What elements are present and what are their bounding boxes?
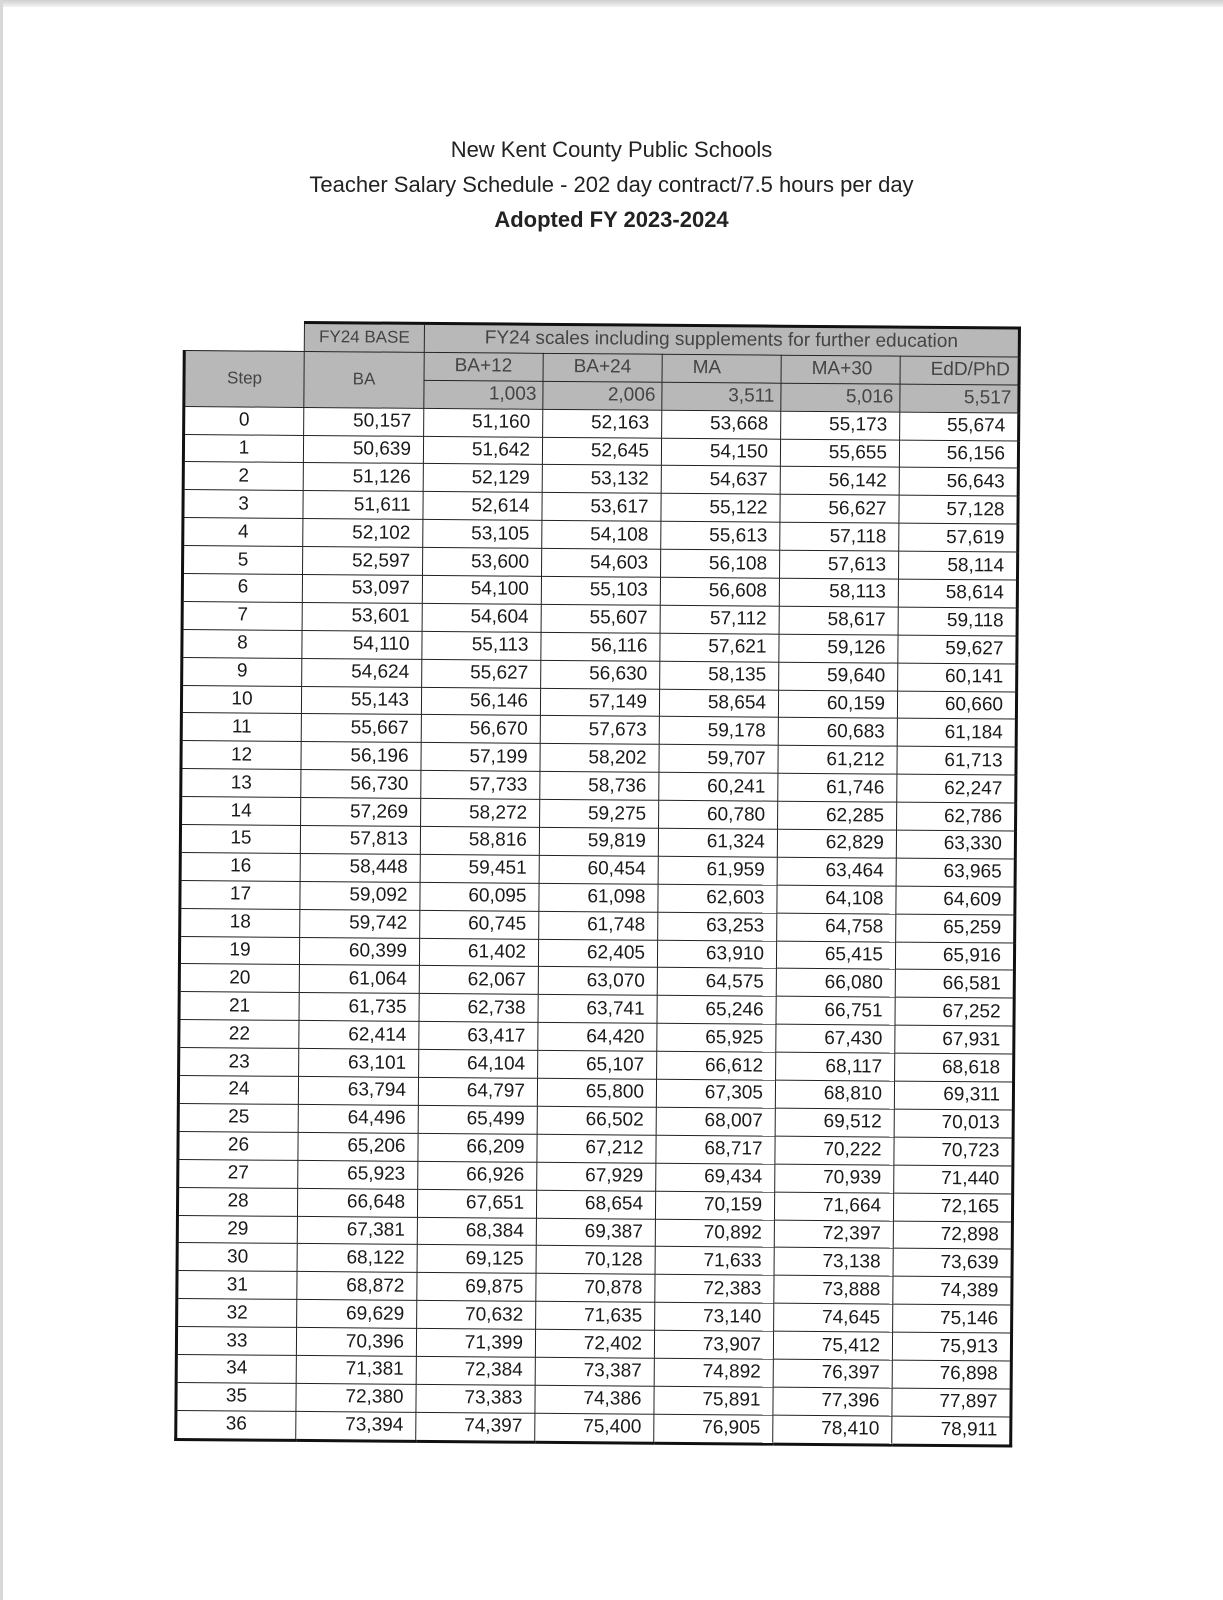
salary-cell: 72,384 — [416, 1356, 535, 1385]
step-cell: 3 — [183, 490, 303, 519]
step-cell: 6 — [182, 574, 302, 603]
salary-cell: 57,673 — [540, 716, 659, 745]
salary-cell: 61,064 — [299, 965, 419, 994]
salary-cell: 60,399 — [299, 937, 419, 966]
salary-cell: 72,383 — [655, 1275, 774, 1304]
salary-cell: 50,157 — [304, 407, 424, 436]
step-cell: 18 — [180, 908, 300, 937]
salary-cell: 53,601 — [302, 602, 422, 631]
salary-cell: 51,160 — [424, 408, 543, 437]
salary-cell: 65,107 — [538, 1050, 657, 1079]
salary-cell: 69,629 — [297, 1300, 417, 1329]
salary-cell: 57,199 — [421, 743, 540, 772]
salary-cell: 56,108 — [660, 549, 779, 578]
salary-cell: 54,624 — [302, 658, 422, 687]
salary-cell: 60,159 — [778, 690, 897, 719]
salary-cell: 57,128 — [899, 495, 1018, 524]
salary-cell: 62,067 — [419, 966, 538, 995]
salary-cell: 73,888 — [774, 1275, 893, 1304]
salary-cell: 67,212 — [537, 1134, 656, 1163]
salary-cell: 56,627 — [780, 495, 899, 524]
salary-cell: 73,138 — [774, 1248, 893, 1277]
salary-cell: 73,639 — [893, 1248, 1012, 1277]
salary-cell: 55,607 — [541, 604, 660, 633]
salary-cell: 59,707 — [659, 745, 778, 774]
step-cell: 25 — [178, 1103, 298, 1132]
salary-cell: 64,758 — [777, 913, 896, 942]
salary-cell: 61,402 — [419, 938, 538, 967]
salary-cell: 57,619 — [899, 523, 1018, 552]
header-blank-cell — [184, 322, 304, 352]
salary-cell: 74,645 — [774, 1303, 893, 1332]
step-cell: 34 — [176, 1354, 296, 1383]
salary-cell: 61,746 — [778, 773, 897, 802]
step-cell: 12 — [181, 741, 301, 770]
salary-cell: 71,635 — [536, 1301, 655, 1330]
salary-cell: 62,414 — [299, 1021, 419, 1050]
salary-cell: 72,397 — [774, 1220, 893, 1249]
salary-cell: 61,212 — [778, 746, 897, 775]
salary-cell: 72,380 — [296, 1383, 416, 1412]
salary-cell: 55,655 — [780, 439, 899, 468]
salary-cell: 58,448 — [300, 853, 420, 882]
salary-cell: 54,108 — [542, 521, 661, 550]
salary-cell: 57,813 — [300, 825, 420, 854]
table-header — [184, 322, 1020, 413]
step-cell: 9 — [182, 657, 302, 686]
step-cell: 15 — [180, 825, 300, 854]
salary-cell: 60,660 — [897, 691, 1016, 720]
salary-cell: 69,311 — [894, 1081, 1013, 1110]
scales-label: FY24 scales including supplements for further education — [424, 323, 1019, 357]
salary-cell: 59,118 — [898, 607, 1017, 636]
base-label: FY24 BASE — [304, 322, 424, 352]
salary-cell: 62,603 — [658, 884, 777, 913]
salary-cell: 55,173 — [781, 411, 900, 440]
table-row — [176, 1410, 1011, 1445]
salary-cell: 68,117 — [776, 1052, 895, 1081]
salary-cell: 59,451 — [420, 854, 539, 883]
column-header-ma30: MA+30 — [781, 355, 900, 384]
salary-cell: 58,614 — [898, 579, 1017, 608]
salary-cell: 70,159 — [655, 1191, 774, 1220]
salary-cell: 60,241 — [659, 773, 778, 802]
salary-cell: 61,098 — [539, 883, 658, 912]
salary-cell: 60,780 — [659, 800, 778, 829]
column-header-ba24: BA+24 — [543, 353, 662, 382]
salary-cell: 64,420 — [538, 1023, 657, 1052]
supplement-ma: 3,511 — [662, 382, 781, 411]
salary-cell: 62,829 — [777, 829, 896, 858]
step-cell: 1 — [183, 434, 303, 463]
salary-cell: 75,891 — [654, 1386, 773, 1415]
salary-cell: 70,878 — [536, 1274, 655, 1303]
salary-cell: 60,454 — [539, 855, 658, 884]
salary-cell: 58,202 — [540, 744, 659, 773]
salary-cell: 54,110 — [302, 630, 422, 659]
salary-cell: 72,898 — [893, 1221, 1012, 1250]
salary-cell: 57,118 — [780, 522, 899, 551]
step-cell: 27 — [178, 1159, 298, 1188]
salary-cell: 51,642 — [423, 436, 542, 465]
salary-cell: 57,269 — [301, 798, 421, 827]
salary-cell: 58,114 — [898, 551, 1017, 580]
step-cell: 13 — [181, 769, 301, 798]
salary-cell: 54,604 — [422, 603, 541, 632]
step-cell: 10 — [181, 685, 301, 714]
salary-cell: 63,464 — [777, 857, 896, 886]
salary-cell: 56,643 — [899, 468, 1018, 497]
salary-cell: 64,575 — [657, 968, 776, 997]
salary-cell: 64,108 — [777, 885, 896, 914]
salary-cell: 66,648 — [297, 1188, 417, 1217]
salary-cell: 66,502 — [537, 1106, 656, 1135]
salary-cell: 66,751 — [776, 997, 895, 1026]
salary-cell: 58,617 — [779, 606, 898, 635]
step-column-header: Step — [184, 350, 304, 407]
salary-cell: 61,959 — [658, 856, 777, 885]
salary-cell: 56,156 — [899, 440, 1018, 469]
salary-cell: 54,150 — [661, 438, 780, 467]
salary-cell: 71,399 — [416, 1328, 535, 1357]
salary-cell: 59,092 — [300, 881, 420, 910]
salary-cell: 65,916 — [895, 942, 1014, 971]
salary-cell: 53,105 — [423, 520, 542, 549]
salary-cell: 62,738 — [419, 994, 538, 1023]
salary-cell: 55,674 — [900, 412, 1019, 441]
salary-cell: 55,122 — [661, 494, 780, 523]
step-cell: 17 — [180, 880, 300, 909]
salary-cell: 66,209 — [418, 1133, 537, 1162]
step-cell: 5 — [183, 546, 303, 575]
salary-cell: 68,717 — [656, 1135, 775, 1164]
salary-cell: 63,741 — [538, 995, 657, 1024]
salary-cell: 64,496 — [298, 1104, 418, 1133]
salary-cell: 69,387 — [536, 1218, 655, 1247]
salary-cell: 65,800 — [537, 1078, 656, 1107]
salary-cell: 68,122 — [297, 1244, 417, 1273]
salary-cell: 63,417 — [419, 1022, 538, 1051]
salary-cell: 65,259 — [896, 914, 1015, 943]
salary-cell: 66,612 — [657, 1051, 776, 1080]
salary-cell: 50,639 — [303, 435, 423, 464]
column-header-edd-phd: EdD/PhD — [900, 356, 1019, 385]
organization-title: New Kent County Public Schools — [450, 137, 773, 162]
salary-cell: 67,929 — [537, 1162, 656, 1191]
salary-cell: 58,736 — [540, 772, 659, 801]
salary-cell: 58,113 — [779, 578, 898, 607]
salary-cell: 58,654 — [659, 689, 778, 718]
salary-cell: 62,285 — [778, 801, 897, 830]
step-cell: 29 — [177, 1215, 297, 1244]
salary-cell: 73,394 — [296, 1411, 416, 1441]
salary-cell: 52,645 — [542, 437, 661, 466]
step-cell: 30 — [177, 1243, 297, 1272]
supplement-ma30: 5,016 — [781, 383, 900, 412]
salary-cell: 57,149 — [540, 688, 659, 717]
salary-cell: 53,600 — [423, 548, 542, 577]
salary-cell: 60,683 — [778, 718, 897, 747]
salary-cell: 65,925 — [657, 1024, 776, 1053]
salary-cell: 70,222 — [775, 1136, 894, 1165]
salary-cell: 59,640 — [779, 662, 898, 691]
salary-cell: 57,621 — [660, 633, 779, 662]
step-cell: 22 — [179, 1020, 299, 1049]
salary-cell: 58,272 — [421, 799, 540, 828]
supplement-ba24: 2,006 — [543, 381, 662, 410]
salary-cell: 77,897 — [892, 1388, 1011, 1417]
salary-cell: 76,898 — [892, 1360, 1011, 1389]
salary-cell: 63,965 — [896, 858, 1015, 887]
salary-cell: 52,614 — [423, 492, 542, 521]
salary-cell: 63,910 — [657, 940, 776, 969]
step-cell: 33 — [176, 1327, 296, 1356]
salary-cell: 60,745 — [420, 910, 539, 939]
salary-cell: 56,196 — [301, 742, 421, 771]
step-cell: 7 — [182, 601, 302, 630]
salary-cell: 55,627 — [422, 659, 541, 688]
step-cell: 20 — [179, 964, 299, 993]
step-cell: 4 — [183, 518, 303, 547]
salary-cell: 67,430 — [776, 1024, 895, 1053]
column-header-ma: MA — [662, 354, 781, 383]
salary-cell: 71,633 — [655, 1247, 774, 1276]
salary-cell: 70,632 — [417, 1301, 536, 1330]
salary-cell: 54,603 — [541, 548, 660, 577]
salary-cell: 58,135 — [660, 661, 779, 690]
step-cell: 21 — [179, 992, 299, 1021]
salary-cell: 70,723 — [894, 1137, 1013, 1166]
adopted-year-title: Adopted FY 2023-2024 — [494, 207, 729, 232]
salary-cell: 71,664 — [774, 1192, 893, 1221]
salary-cell: 75,913 — [892, 1332, 1011, 1361]
step-cell: 36 — [176, 1410, 296, 1440]
salary-cell: 55,667 — [301, 714, 421, 743]
salary-cell: 53,617 — [542, 493, 661, 522]
salary-cell: 68,618 — [895, 1053, 1014, 1082]
salary-cell: 56,146 — [421, 687, 540, 716]
supplement-edd-phd: 5,517 — [900, 384, 1019, 413]
salary-cell: 61,735 — [299, 993, 419, 1022]
salary-cell: 54,100 — [422, 575, 541, 604]
salary-cell: 51,126 — [303, 463, 423, 492]
salary-cell: 58,816 — [420, 826, 539, 855]
table-body — [176, 406, 1019, 1445]
step-cell: 24 — [178, 1076, 298, 1105]
salary-cell: 75,412 — [773, 1331, 892, 1360]
salary-cell: 63,794 — [298, 1076, 418, 1105]
salary-cell: 71,381 — [296, 1355, 416, 1384]
salary-cell: 75,400 — [535, 1413, 654, 1443]
salary-cell: 70,396 — [296, 1327, 416, 1356]
salary-cell: 74,892 — [654, 1358, 773, 1387]
salary-cell: 70,939 — [775, 1164, 894, 1193]
salary-cell: 69,125 — [417, 1245, 536, 1274]
salary-cell: 66,080 — [776, 969, 895, 998]
salary-cell: 72,402 — [535, 1329, 654, 1358]
salary-cell: 71,440 — [894, 1165, 1013, 1194]
salary-cell: 59,742 — [300, 909, 420, 938]
salary-cell: 56,630 — [541, 660, 660, 689]
salary-cell: 61,748 — [539, 911, 658, 940]
salary-cell: 70,128 — [536, 1246, 655, 1275]
salary-cell: 68,384 — [417, 1217, 536, 1246]
salary-cell: 73,907 — [654, 1330, 773, 1359]
supplement-ba12: 1,003 — [424, 380, 543, 409]
step-cell: 11 — [181, 713, 301, 742]
salary-cell: 73,387 — [535, 1357, 654, 1386]
step-cell: 28 — [177, 1187, 297, 1216]
salary-cell: 52,102 — [303, 519, 423, 548]
salary-cell: 59,178 — [659, 717, 778, 746]
salary-cell: 59,126 — [779, 634, 898, 663]
step-cell: 31 — [177, 1271, 297, 1300]
salary-cell: 67,381 — [297, 1216, 417, 1245]
salary-cell: 65,415 — [776, 941, 895, 970]
salary-cell: 55,113 — [422, 631, 541, 660]
salary-cell: 59,627 — [898, 635, 1017, 664]
salary-cell: 67,252 — [895, 997, 1014, 1026]
salary-cell: 63,253 — [658, 912, 777, 941]
salary-cell: 64,797 — [418, 1077, 537, 1106]
salary-cell: 68,810 — [775, 1080, 894, 1109]
salary-cell: 64,104 — [419, 1050, 538, 1079]
step-cell: 14 — [181, 797, 301, 826]
salary-cell: 66,926 — [418, 1161, 537, 1190]
salary-cell: 67,305 — [656, 1079, 775, 1108]
salary-cell: 75,146 — [893, 1304, 1012, 1333]
salary-cell: 63,070 — [538, 967, 657, 996]
salary-cell: 59,819 — [539, 827, 658, 856]
document-header — [0, 132, 1223, 237]
salary-cell: 60,095 — [420, 882, 539, 911]
step-cell: 35 — [176, 1382, 296, 1411]
salary-cell: 74,397 — [416, 1412, 535, 1442]
salary-schedule-table — [174, 320, 1021, 1447]
salary-cell: 68,654 — [536, 1190, 655, 1219]
step-cell: 23 — [179, 1048, 299, 1077]
salary-cell: 77,396 — [773, 1387, 892, 1416]
salary-cell: 65,246 — [657, 996, 776, 1025]
salary-cell: 66,581 — [895, 970, 1014, 999]
step-cell: 19 — [179, 936, 299, 965]
salary-cell: 76,397 — [773, 1359, 892, 1388]
salary-cell: 61,713 — [897, 746, 1016, 775]
salary-cell: 65,923 — [298, 1160, 418, 1189]
salary-cell: 53,132 — [542, 465, 661, 494]
salary-cell: 61,184 — [897, 719, 1016, 748]
salary-cell: 76,905 — [654, 1414, 773, 1444]
column-header-ba: BA — [304, 351, 424, 408]
salary-cell: 53,097 — [302, 574, 422, 603]
salary-cell: 55,613 — [661, 521, 780, 550]
schedule-title: Teacher Salary Schedule - 202 day contract/7.5 hours per day — [309, 172, 914, 197]
salary-cell: 65,499 — [418, 1105, 537, 1134]
salary-cell: 73,140 — [655, 1302, 774, 1331]
salary-cell: 57,613 — [779, 550, 898, 579]
scan-edge-left — [0, 0, 3, 1600]
step-cell: 0 — [184, 406, 304, 435]
salary-cell: 69,434 — [656, 1163, 775, 1192]
salary-cell: 52,129 — [423, 464, 542, 493]
salary-cell: 68,872 — [297, 1272, 417, 1301]
salary-cell: 67,651 — [417, 1189, 536, 1218]
salary-cell: 78,410 — [773, 1415, 892, 1445]
salary-cell: 55,103 — [541, 576, 660, 605]
salary-cell: 54,637 — [661, 466, 780, 495]
salary-cell: 73,383 — [416, 1384, 535, 1413]
step-cell: 8 — [182, 629, 302, 658]
salary-cell: 57,733 — [421, 771, 540, 800]
salary-cell: 72,165 — [893, 1193, 1012, 1222]
salary-cell: 56,670 — [421, 715, 540, 744]
salary-cell: 74,389 — [893, 1276, 1012, 1305]
salary-cell: 52,163 — [543, 409, 662, 438]
salary-schedule-table-wrapper — [174, 320, 1021, 1447]
salary-cell: 56,608 — [660, 577, 779, 606]
salary-cell: 55,143 — [301, 686, 421, 715]
step-cell: 2 — [183, 462, 303, 491]
salary-cell: 59,275 — [540, 799, 659, 828]
step-cell: 32 — [177, 1299, 297, 1328]
salary-cell: 53,668 — [662, 410, 781, 439]
salary-cell: 52,597 — [303, 547, 423, 576]
step-cell: 26 — [178, 1131, 298, 1160]
step-cell: 16 — [180, 852, 300, 881]
salary-cell: 69,875 — [417, 1273, 536, 1302]
salary-cell: 57,112 — [660, 605, 779, 634]
salary-cell: 70,892 — [655, 1219, 774, 1248]
salary-cell: 56,142 — [780, 467, 899, 496]
salary-cell: 62,247 — [897, 774, 1016, 803]
salary-cell: 51,611 — [303, 491, 423, 520]
salary-cell: 56,116 — [541, 632, 660, 661]
salary-cell: 74,386 — [535, 1385, 654, 1414]
salary-cell: 70,013 — [894, 1109, 1013, 1138]
salary-cell: 65,206 — [298, 1132, 418, 1161]
salary-cell: 61,324 — [658, 828, 777, 857]
column-header-ba12: BA+12 — [424, 352, 543, 381]
salary-cell: 60,141 — [898, 663, 1017, 692]
salary-cell: 69,512 — [775, 1108, 894, 1137]
salary-cell: 63,101 — [299, 1049, 419, 1078]
salary-cell: 62,786 — [897, 802, 1016, 831]
salary-cell: 78,911 — [892, 1416, 1011, 1446]
salary-cell: 67,931 — [895, 1025, 1014, 1054]
salary-cell: 62,405 — [538, 939, 657, 968]
salary-cell: 64,609 — [896, 886, 1015, 915]
salary-cell: 56,730 — [301, 770, 421, 799]
salary-cell: 68,007 — [656, 1107, 775, 1136]
salary-cell: 63,330 — [896, 830, 1015, 859]
scan-edge-top — [0, 0, 1223, 7]
